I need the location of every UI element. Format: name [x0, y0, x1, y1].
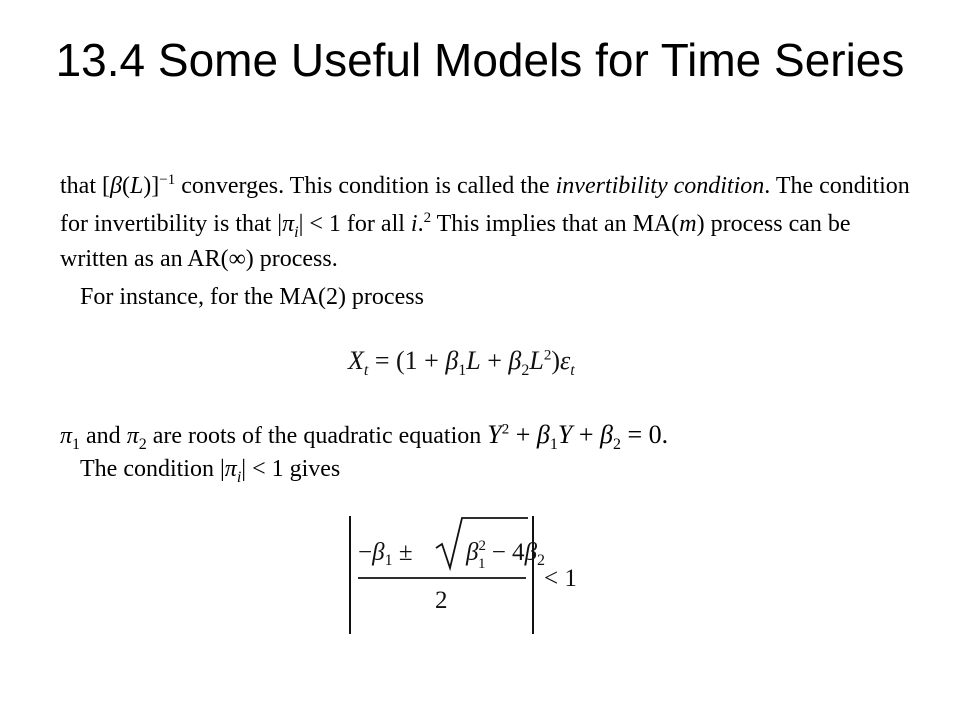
text-run: ) process can be [696, 211, 851, 237]
paragraph-line-6 [80, 456, 340, 487]
text-run: )] [143, 173, 160, 199]
text-run: and [80, 423, 127, 449]
paragraph-line-5 [60, 420, 668, 454]
text-run: | < 1 for all [298, 211, 411, 237]
sub-t: t [363, 362, 369, 380]
var-l: L [529, 346, 544, 375]
text-run: 2 [138, 435, 147, 453]
denominator: 2 [435, 587, 448, 614]
emphasis-text: invertibility condition [555, 173, 765, 199]
var-x: X [348, 346, 364, 375]
relation: < 1 [544, 565, 577, 592]
text-run: converges. This condition is called the [175, 173, 556, 199]
text-run: β [109, 173, 122, 199]
paragraph-line-3: written as an AR(∞) process. [60, 246, 338, 272]
text-run: i [294, 223, 299, 241]
text-run: i [410, 211, 418, 237]
text-run: i [236, 468, 242, 486]
var-beta: β [508, 346, 522, 375]
text-run: π [282, 211, 295, 237]
text-run: that [ [60, 173, 110, 199]
text-run: π [224, 456, 237, 482]
var-l: L [466, 346, 481, 375]
root-inequality [340, 510, 640, 640]
numerator-lead: $-\beta_1$ ± [358, 539, 413, 569]
text-run: This implies that an MA( [431, 211, 680, 237]
var-epsilon: ε [560, 346, 571, 375]
text-run: are roots of the quadratic equation [146, 423, 488, 449]
text-run: . [417, 211, 424, 237]
text-run: ( [121, 173, 130, 199]
paragraph-line-4: For instance, for the MA(2) process [80, 284, 424, 310]
text-run: −1 [159, 172, 176, 188]
text-run: The condition | [80, 456, 225, 482]
text-run: L [129, 173, 144, 199]
text-run: m [679, 211, 697, 237]
var-beta: β [445, 346, 459, 375]
text-run: 1 [72, 435, 81, 453]
slide-title: 13.4 Some Useful Models for Time Series [55, 34, 905, 86]
text-run: . The condition [764, 173, 910, 199]
quadratic-equation: $Y^2 + \beta_1Y + \beta_2 = 0$. [487, 420, 669, 454]
text-run: | < 1 gives [241, 456, 341, 482]
paragraph-line-1 [60, 172, 910, 200]
paragraph-line-2 [60, 210, 851, 242]
radicand: $\beta^2$ $1 - 4\beta_2$ [466, 538, 546, 572]
footnote-marker: 2 [423, 210, 432, 226]
text-run: π [126, 423, 139, 449]
text-run: for invertibility is that | [60, 211, 283, 237]
text-run: π [60, 423, 73, 449]
ma2-equation: $X_t = (1 + \beta_1L + \beta_2L^2)\varepsilon_t$ [348, 346, 575, 380]
sub-t: t [570, 362, 575, 380]
